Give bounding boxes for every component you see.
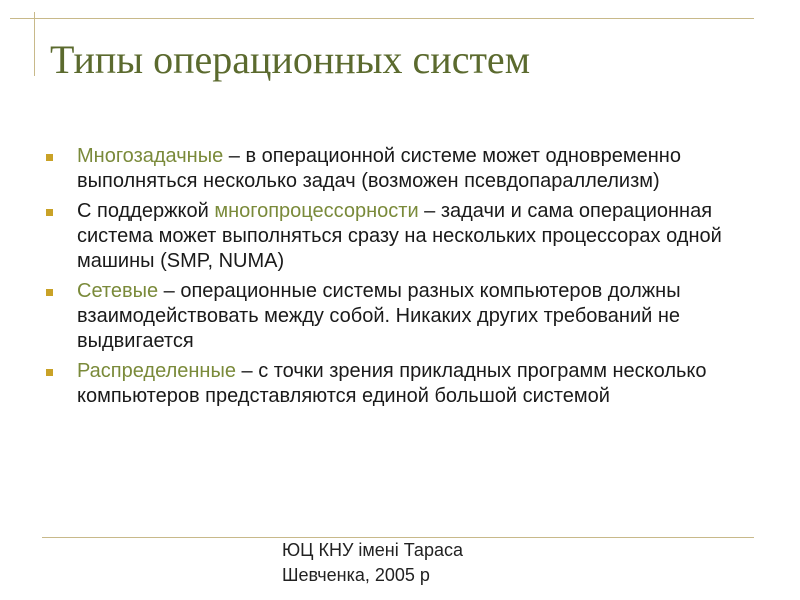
square-bullet-icon [46, 369, 53, 376]
top-rule [10, 18, 754, 19]
bullet-list [46, 144, 726, 414]
slide-title: Типы операционных систем [50, 37, 530, 82]
bullet-text-after: – операционные системы разных компьютеров должны взаимодействовать между собой. Никаких других требований не выдвигается [77, 280, 681, 352]
left-vertical-rule [34, 12, 35, 76]
footer-line-2: Шевченка, 2005 р [282, 565, 430, 585]
bullet-network [46, 279, 726, 354]
bullet-term: многопроцессорности [214, 200, 419, 222]
bullet-term: Распределенные [77, 360, 236, 382]
bullet-text-after: – задачи и сама операционная система может выполняться сразу на нескольких процессорах одной машины (SMP, NUMA) [77, 200, 722, 272]
square-bullet-icon [46, 154, 53, 161]
square-bullet-icon [46, 209, 53, 216]
bullet-text-after: – с точки зрения прикладных программ несколько компьютеров представляются единой большой системой [77, 360, 707, 407]
bullet-term: Многозадачные [77, 145, 224, 167]
bullet-text-before: С поддержкой [77, 200, 215, 222]
bullet-multitasking [46, 144, 726, 194]
footer-line-1: ЮЦ КНУ імені Тараса [282, 540, 463, 560]
bullet-multiprocessor [46, 199, 726, 274]
slide-footer [282, 538, 463, 588]
square-bullet-icon [46, 289, 53, 296]
bullet-term: Сетевые [77, 280, 159, 302]
bullet-distributed [46, 359, 726, 409]
bullet-text-after: – в операционной системе может одновременно выполняться несколько задач (возможен псевдопараллелизм) [77, 145, 681, 192]
